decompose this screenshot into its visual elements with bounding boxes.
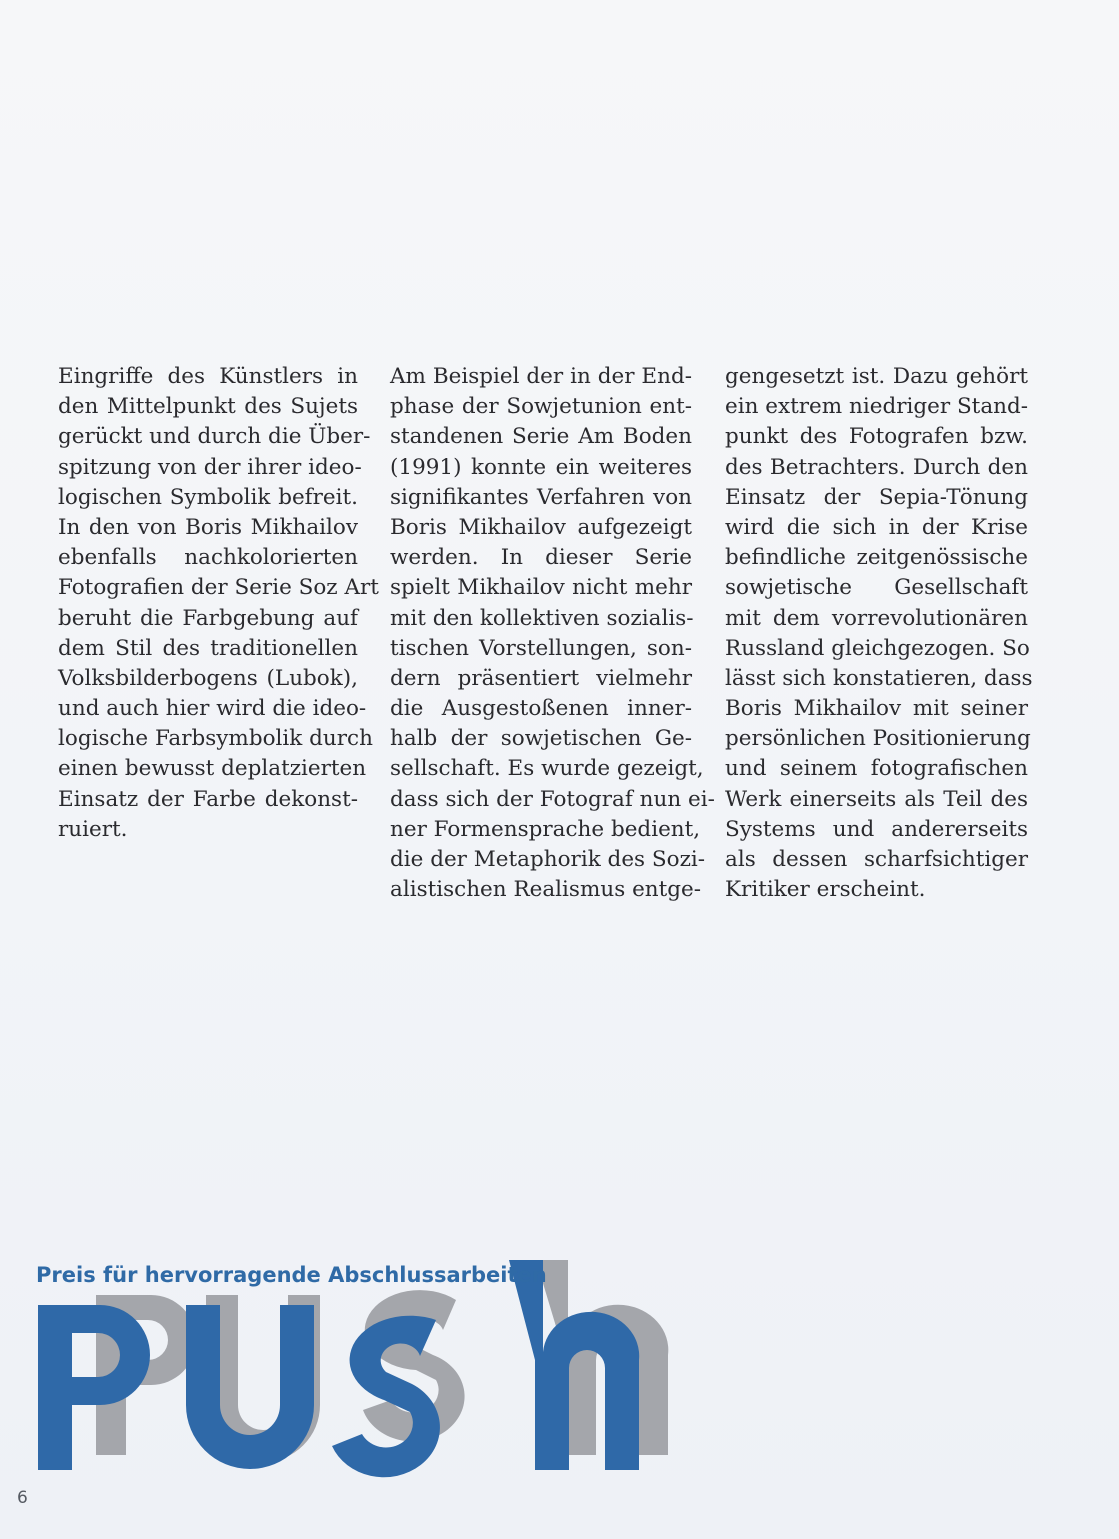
text-line: ein extrem niedriger Stand- bbox=[725, 394, 1029, 420]
text-line: Einsatz der Farbe dekonst- bbox=[58, 786, 358, 812]
text-line: Russland gleichgezogen. So bbox=[725, 635, 1030, 661]
text-line: dern präsentiert vielmehr bbox=[390, 665, 692, 691]
text-line: sellschaft. Es wurde gezeigt, bbox=[390, 756, 704, 782]
text-line: des Betrachters. Durch den bbox=[725, 454, 1028, 480]
text-line: ebenfalls nachkolorierten bbox=[58, 545, 358, 571]
text-line: (1991) konnte ein weiteres bbox=[390, 454, 692, 480]
text-line: die der Metaphorik des Sozi- bbox=[390, 847, 706, 872]
text-line: In den von Boris Mikhailov bbox=[58, 514, 358, 540]
text-line: Volksbilderbogens (Lubok), bbox=[58, 665, 358, 691]
text-line: Eingriffe des Künstlers in bbox=[58, 364, 358, 389]
text-column-2 bbox=[390, 362, 715, 905]
text-line: Werk einerseits als Teil des bbox=[725, 786, 1028, 812]
text-line: Kritiker erscheint. bbox=[725, 877, 926, 903]
text-line: einen bewusst deplatzierten bbox=[58, 756, 367, 782]
text-line: Einsatz der Sepia-Tönung bbox=[725, 484, 1028, 510]
text-line: gengesetzt ist. Dazu gehört bbox=[725, 364, 1028, 389]
text-line: dass sich der Fotograf nun ei- bbox=[390, 786, 715, 812]
text-line: als dessen scharfsichtiger bbox=[725, 847, 1028, 872]
text-line: lässt sich konstatieren, dass bbox=[725, 665, 1033, 691]
text-line: Boris Mikhailov aufgezeigt bbox=[390, 514, 692, 540]
text-line: gerückt und durch die Über- bbox=[58, 424, 371, 450]
text-line: tischen Vorstellungen, son- bbox=[390, 635, 692, 661]
text-line: halb der sowjetischen Ge- bbox=[390, 726, 692, 752]
text-line: logischen Symbolik befreit. bbox=[58, 484, 358, 510]
text-line: dem Stil des traditionellen bbox=[58, 635, 358, 661]
push-logo bbox=[36, 1255, 716, 1485]
text-line: Boris Mikhailov mit seiner bbox=[725, 696, 1028, 722]
text-line: alistischen Realismus entge- bbox=[390, 877, 702, 903]
text-line: spitzung von der ihrer ideo- bbox=[58, 454, 362, 480]
text-line: Systems und andererseits bbox=[725, 816, 1028, 842]
text-line: signifikantes Verfahren von bbox=[390, 484, 692, 510]
text-line: mit dem vorrevolutionären bbox=[725, 605, 1028, 631]
page-number: 6 bbox=[17, 1488, 28, 1508]
text-line: punkt des Fotografen bzw. bbox=[725, 424, 1028, 450]
text-column-1 bbox=[58, 362, 379, 845]
text-line: ruiert. bbox=[58, 816, 128, 842]
text-line: die Ausgestoßenen inner- bbox=[390, 696, 692, 722]
text-line: werden. In dieser Serie bbox=[390, 545, 692, 571]
text-line: Fotografien der Serie Soz Art bbox=[58, 575, 379, 601]
text-line: sowjetische Gesellschaft bbox=[725, 575, 1028, 601]
text-line: Am Beispiel der in der End- bbox=[390, 364, 692, 389]
text-line: mit den kollektiven sozialis- bbox=[390, 605, 694, 631]
text-line: wird die sich in der Krise bbox=[725, 514, 1028, 540]
push-wordmark-graphic bbox=[36, 1255, 716, 1485]
text-line: standenen Serie Am Boden bbox=[390, 424, 692, 450]
text-line: befindliche zeitgenössische bbox=[725, 545, 1028, 571]
text-line: und seinem fotografischen bbox=[725, 756, 1028, 782]
logo-subtitle: Preis für hervorragende Abschlussarbeiten bbox=[36, 1263, 547, 1287]
text-line: den Mittelpunkt des Sujets bbox=[58, 394, 358, 420]
text-line: ner Formensprache bedient, bbox=[390, 816, 701, 842]
text-line: und auch hier wird die ideo- bbox=[58, 696, 367, 722]
text-line: phase der Sowjetunion ent- bbox=[390, 394, 692, 420]
text-line: logische Farbsymbolik durch bbox=[58, 726, 373, 752]
wordmark-shadow bbox=[96, 1260, 668, 1462]
text-line: spielt Mikhailov nicht mehr bbox=[390, 575, 692, 601]
text-column-3 bbox=[725, 362, 1033, 905]
text-line: beruht die Farbgebung auf bbox=[58, 605, 358, 631]
text-line: persönlichen Positionierung bbox=[725, 726, 1031, 752]
